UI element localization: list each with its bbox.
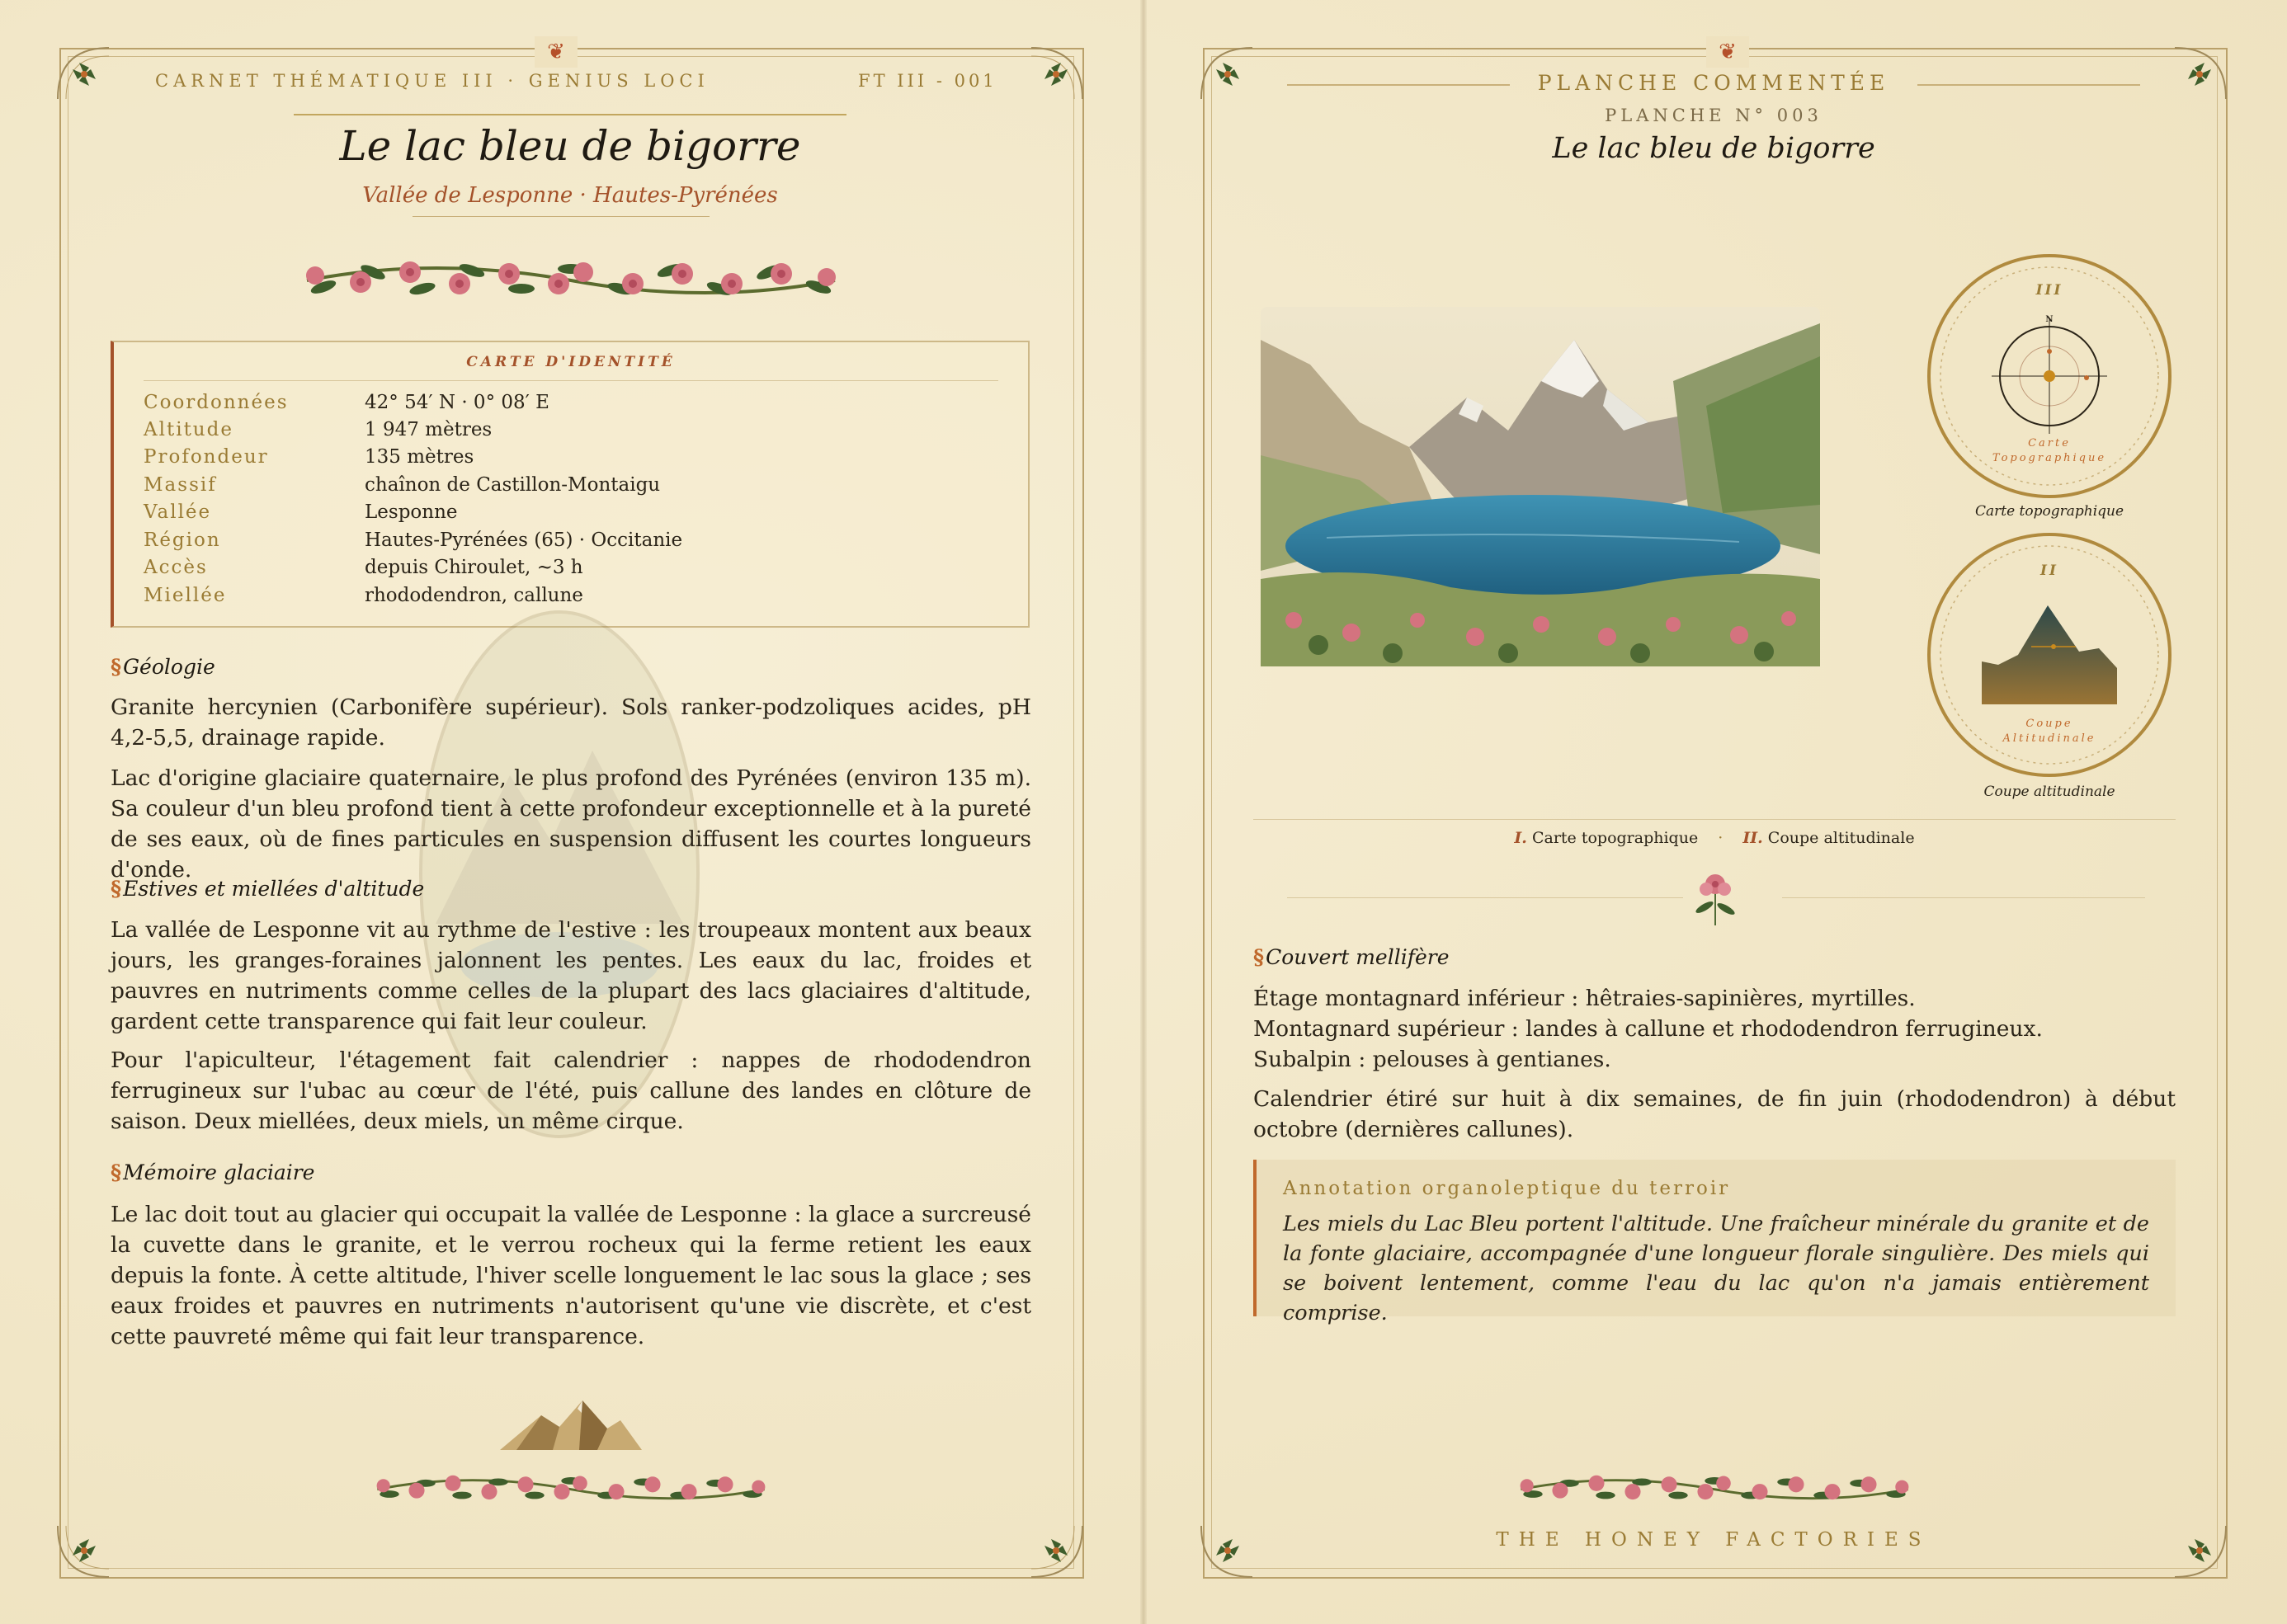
fleuron-icon: ❦ (535, 36, 578, 68)
section-heading-text: Mémoire glaciaire (123, 1160, 315, 1184)
identity-label: Miellée (144, 585, 227, 606)
identity-value: rhododendron, callune (365, 585, 583, 606)
caption-numeral: II. (1742, 829, 1763, 847)
section-mark: § (1253, 945, 1265, 969)
rhododendron-sprig-icon (1690, 868, 1741, 927)
notebook-label: CARNET THÉMATIQUE III · GENIUS LOCI (155, 71, 710, 91)
medallion-inner-label: Coupe (2025, 718, 2073, 730)
couvert-list (1253, 983, 2176, 1075)
section-heading-couvert (1253, 945, 1450, 969)
couvert-line: Subalpin : pelouses à gentianes. (1253, 1047, 1611, 1072)
corner-ornament-icon (2167, 41, 2233, 107)
identity-label: Altitude (144, 419, 233, 440)
corner-ornament-icon (1195, 41, 1261, 107)
identity-value: Lesponne (365, 501, 458, 523)
medallion-numeral: II (2040, 563, 2058, 579)
header-rule-left (1287, 84, 1510, 86)
north-label: N (2045, 315, 2054, 324)
caption-numeral: I. (1514, 829, 1527, 847)
medallion-inner-label: Altitudinale (2002, 732, 2096, 745)
corner-ornament-icon (2167, 1518, 2233, 1584)
annotation-text: Les miels du Lac Bleu portent l'altitude. Une fraîcheur minérale du granite et de la fonte glaciaire, accompagnée d'une longueur florale singulière. Des miels qui se boivent lentement, comme l'eau du lac qu'on n'a jamais entièrement comprise. (1283, 1212, 2149, 1325)
section-heading-text: Géologie (123, 655, 215, 679)
medallion-inner-label: Topographique (1992, 452, 2107, 464)
estives-paragraph-2: Pour l'apiculteur, l'étagement fait calendrier : nappes de rhododendron ferrugineux sur l'ubac au cœur de l'été, puis callune des landes en clôture de saison. Deux miellées, deux miels, un même cirque. (111, 1047, 1031, 1134)
medallion-caption: Carte topographique (1974, 503, 2124, 520)
geology-paragraph-1: Granite hercynien (Carbonifère supérieur). Sols ranker-podzoliques acides, pH 4,2-5,5, drainage rapide. (111, 694, 1031, 751)
section-mark: § (111, 655, 122, 679)
medallion-caption: Coupe altitudinale (1983, 784, 2115, 800)
memoire-paragraph-1: Le lac doit tout au glacier qui occupait la vallée de Lesponne : la glace a surcreusé la cuvette dans le granite, et le verrou rocheux qui la ferme retient les eaux depuis la fonte. À cette altitude, l'hiver scelle longuement le lac sous la glace ; ses eaux froides et pauvres en nutriments n'autorisent qu'une vie discrète, et c'est cette pauvreté même qui fait leur transparence. (111, 1202, 1031, 1349)
annotation-heading: Annotation organoleptique du terroir (1283, 1178, 1731, 1199)
figure-captions (1253, 829, 2176, 847)
section-mark: § (111, 877, 122, 901)
identity-label: Profondeur (144, 446, 269, 468)
identity-value: chaînon de Castillon-Montaigu (365, 474, 661, 496)
corner-ornament-icon (1195, 1518, 1261, 1584)
identity-label: Accès (144, 557, 208, 578)
lake-illustration-icon (1261, 307, 1820, 666)
header-rule-right (1917, 84, 2140, 86)
identity-value: depuis Chiroulet, ~3 h (365, 557, 583, 578)
page-title: Le lac bleu de bigorre (339, 122, 801, 170)
divider-rule-right (1782, 897, 2145, 898)
medallion-inner-label: Carte (2028, 437, 2071, 450)
identity-label: Coordonnées (144, 392, 289, 413)
couvert-line: Étage montagnard inférieur : hêtraies-sapinières, myrtilles. (1253, 986, 1916, 1011)
estives-paragraph-1: La vallée de Lesponne vit au rythme de l'estive : les troupeaux montent aux beaux jours, les granges-foraines jalonnent les pentes. Les eaux du lac, froides et pauvres en nutriments comme celles de la plupart des lacs glaciaires d'altitude, gardent cette transparence qui fait leur couleur. (111, 917, 1031, 1034)
caption-separator: · (1718, 829, 1724, 847)
section-heading-text: Estives et miellées d'altitude (123, 877, 425, 901)
divider-rule-left (1287, 897, 1683, 898)
caption-text: Carte topographique (1531, 829, 1699, 847)
rhododendron-garland-icon (1515, 1453, 1914, 1519)
caption-text: Coupe altitudinale (1767, 829, 1915, 847)
tasting-annotation-box (1253, 1160, 2176, 1325)
sheet-number: FT III - 001 (858, 71, 997, 91)
identity-label: Région (144, 530, 221, 551)
page-subtitle: Vallée de Lesponne · Hautes-Pyrénées (362, 183, 778, 208)
identity-value: 135 mètres (365, 446, 474, 468)
plate-header: PLANCHE COMMENTÉE (1537, 71, 1890, 95)
section-heading-text: Couvert mellifère (1266, 945, 1450, 969)
section-mark: § (111, 1160, 122, 1184)
geology-paragraph-2: Lac d'origine glaciaire quaternaire, le plus profond des Pyrénées (environ 135 m). Sa couleur d'un bleu profond tient à cette profondeur exceptionnelle et à la pureté de ses eaux, où de fines particules en suspension diffusent les courtes longueurs d'onde. (111, 765, 1031, 883)
identity-value: 42° 54′ N · 0° 08′ E (365, 392, 549, 413)
plate-number: PLANCHE N° 003 (1605, 106, 1823, 125)
fleuron-icon: ❦ (1706, 36, 1749, 68)
identity-label: Massif (144, 474, 217, 496)
identity-value: Hautes-Pyrénées (65) · Occitanie (365, 530, 683, 551)
couvert-paragraph-2: Calendrier étiré sur huit à dix semaines, de fin juin (rhododendron) à début octobre (dernières callunes). (1253, 1086, 2176, 1142)
caption-rule (1253, 819, 2176, 820)
plate-title: Le lac bleu de bigorre (1552, 132, 1875, 165)
identity-card-heading: CARTE D'IDENTITÉ (466, 354, 676, 370)
couvert-line: Montagnard supérieur : landes à callune et rhododendron ferrugineux. (1253, 1016, 2043, 1042)
identity-value: 1 947 mètres (365, 419, 493, 440)
identity-label: Vallée (144, 501, 212, 523)
medallion-numeral: III (2035, 282, 2063, 299)
publisher-footer: THE HONEY FACTORIES (1496, 1529, 1931, 1551)
